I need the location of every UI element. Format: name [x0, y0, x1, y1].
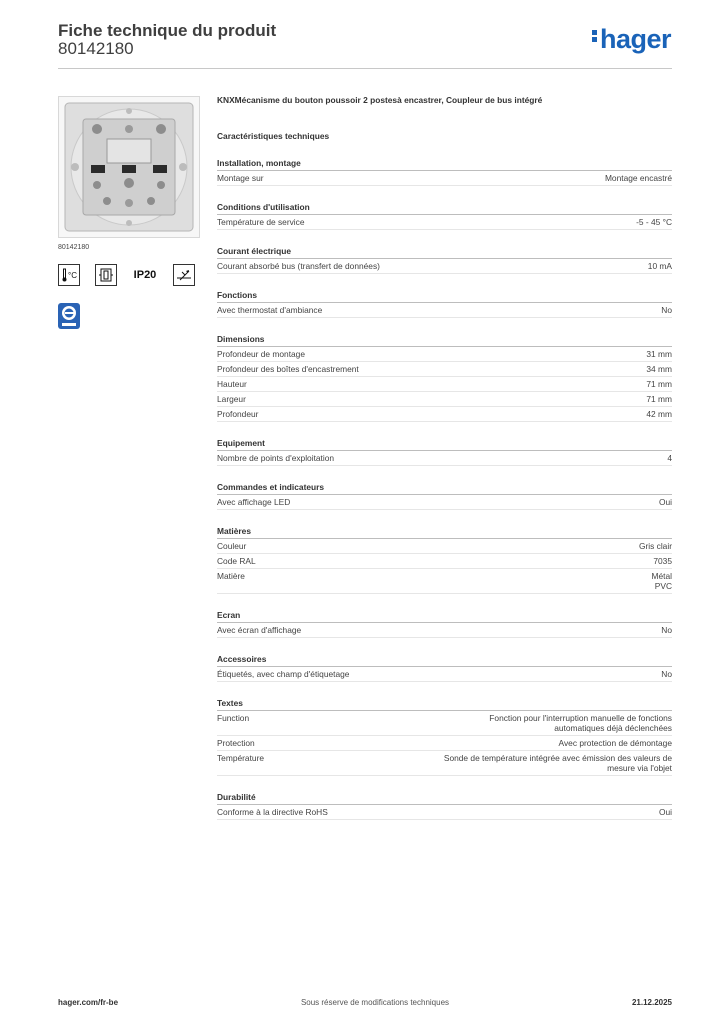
- thermometer-icon: [58, 264, 80, 286]
- product-image: [58, 96, 200, 238]
- spec-value: [661, 669, 672, 679]
- spec-value: [653, 556, 672, 566]
- spec-row: [217, 623, 672, 638]
- spec-section: [217, 334, 672, 422]
- spec-value: [646, 394, 672, 404]
- dimmer-symbol-icon: [173, 264, 195, 286]
- spec-value-line: -5 - 45 °C: [636, 217, 672, 227]
- spec-row: [217, 539, 672, 554]
- page-footer: [58, 998, 672, 1007]
- spec-value-line: Gris clair: [638, 541, 672, 551]
- spec-row: [217, 392, 672, 407]
- spec-value-line: automatiques déjà déclenchées: [554, 723, 672, 733]
- spec-label: Conforme à la directive RoHS: [217, 807, 328, 817]
- spec-value-line: Avec protection de démontage: [558, 738, 672, 748]
- spec-value-line: 10 mA: [647, 261, 672, 271]
- section-title: Matières: [217, 526, 672, 539]
- section-title: Durabilité: [217, 792, 672, 805]
- spec-value: [652, 571, 672, 591]
- spec-row: [217, 495, 672, 510]
- spec-value: [639, 541, 672, 551]
- spec-value: [659, 807, 672, 817]
- spec-section: [217, 438, 672, 466]
- spec-value: [605, 173, 672, 183]
- spec-label: Largeur: [217, 394, 246, 404]
- spec-section: [217, 202, 672, 230]
- spec-value-line: PVC: [654, 581, 672, 591]
- spec-label: Code RAL: [217, 556, 256, 566]
- spec-row: [217, 407, 672, 422]
- spec-value: [648, 261, 672, 271]
- spec-value-line: No: [661, 625, 672, 635]
- spec-value: [661, 305, 672, 315]
- spec-section: [217, 526, 672, 594]
- spec-section: [217, 654, 672, 682]
- spec-row: [217, 667, 672, 682]
- spec-row: [217, 711, 672, 736]
- spec-value: [646, 379, 672, 389]
- spec-value-line: 31 mm: [646, 349, 672, 359]
- footer-date: 21.12.2025: [631, 998, 672, 1007]
- spec-label: Protection: [217, 738, 255, 748]
- spec-row: [217, 362, 672, 377]
- ip-rating-badge: IP20: [132, 264, 158, 286]
- spec-value: [646, 409, 672, 419]
- spec-row: [217, 215, 672, 230]
- spec-label: Hauteur: [217, 379, 247, 389]
- product-number: 80142180: [58, 39, 134, 58]
- logo-dots-icon: [592, 28, 598, 44]
- spec-section: [217, 158, 672, 186]
- spec-value-line: Oui: [658, 807, 672, 817]
- spec-label: Profondeur de montage: [217, 349, 305, 359]
- section-title: Accessoires: [217, 654, 672, 667]
- spec-value: [444, 753, 672, 773]
- spec-value: [646, 349, 672, 359]
- section-title: Conditions d'utilisation: [217, 202, 672, 215]
- spec-row: [217, 259, 672, 274]
- spec-value-line: Sonde de température intégrée avec émission des valeurs de: [443, 753, 672, 763]
- spec-row: [217, 377, 672, 392]
- section-title: Textes: [217, 698, 672, 711]
- spec-label: Profondeur des boîtes d'encastrement: [217, 364, 359, 374]
- section-title: Courant électrique: [217, 246, 672, 259]
- spec-label: Matière: [217, 571, 245, 581]
- product-description: KNXMécanisme du bouton poussoir 2 postesà encastrer, Coupleur de bus intégré: [217, 95, 543, 105]
- spec-value-line: mesure via l'objet: [607, 763, 672, 773]
- spec-value-line: Métal: [651, 571, 672, 581]
- spec-value-line: 34 mm: [646, 364, 672, 374]
- spec-label: Avec affichage LED: [217, 497, 291, 507]
- spec-section: [217, 792, 672, 820]
- spec-section: [217, 290, 672, 318]
- spec-value-line: Montage encastré: [604, 173, 672, 183]
- spec-section: [217, 482, 672, 510]
- spec-row: [217, 303, 672, 318]
- spec-row: [217, 805, 672, 820]
- knx-e-logo-icon: [58, 303, 80, 329]
- spec-value-line: 71 mm: [646, 379, 672, 389]
- section-title: Installation, montage: [217, 158, 672, 171]
- section-title: Ecran: [217, 610, 672, 623]
- spec-value: [667, 453, 672, 463]
- spec-row: [217, 171, 672, 186]
- spec-label: Température: [217, 753, 265, 763]
- spec-label: Courant absorbé bus (transfert de données): [217, 261, 380, 271]
- section-title: Equipement: [217, 438, 672, 451]
- spec-label: Montage sur: [217, 173, 264, 183]
- spec-row: [217, 347, 672, 362]
- specs-heading: Caractéristiques techniques: [217, 131, 330, 141]
- spec-row: [217, 554, 672, 569]
- spec-value-line: 42 mm: [646, 409, 672, 419]
- section-title: Fonctions: [217, 290, 672, 303]
- spec-sections: [217, 158, 672, 820]
- spec-value: [659, 497, 672, 507]
- spec-content: [217, 95, 672, 836]
- spec-section: [217, 610, 672, 638]
- spec-value-line: 71 mm: [646, 394, 672, 404]
- spec-label: Étiquetés, avec champ d'étiquetage: [217, 669, 350, 679]
- spec-row: [217, 736, 672, 751]
- spec-row: [217, 751, 672, 776]
- spec-value-line: 4: [667, 453, 672, 463]
- hager-logo: [592, 24, 671, 55]
- certification-badges: [58, 264, 195, 286]
- spec-row: [217, 569, 672, 594]
- flush-mount-icon: [95, 264, 117, 286]
- push-button-module-icon: [59, 97, 199, 237]
- spec-value: [489, 713, 672, 733]
- spec-value-line: Oui: [658, 497, 672, 507]
- page-title: Fiche technique du produit: [58, 21, 277, 40]
- spec-value-line: No: [661, 305, 672, 315]
- spec-value: [636, 217, 672, 227]
- footer-website: hager.com/fr-be: [58, 998, 119, 1007]
- header-divider: [58, 68, 672, 69]
- section-title: Dimensions: [217, 334, 672, 347]
- spec-label: Avec écran d'affichage: [217, 625, 302, 635]
- spec-row: [217, 451, 672, 466]
- spec-value: [559, 738, 672, 748]
- spec-value: [646, 364, 672, 374]
- spec-value: [661, 625, 672, 635]
- spec-label: Nombre de points d'exploitation: [217, 453, 335, 463]
- spec-value-line: 7035: [653, 556, 672, 566]
- spec-value-line: No: [661, 669, 672, 679]
- spec-label: Avec thermostat d'ambiance: [217, 305, 323, 315]
- logo-text: hager: [600, 24, 672, 54]
- footer-notice: Sous réserve de modifications techniques: [300, 998, 450, 1007]
- spec-section: [217, 698, 672, 776]
- spec-label: Couleur: [217, 541, 247, 551]
- spec-label: Profondeur: [217, 409, 259, 419]
- spec-section: [217, 246, 672, 274]
- image-caption: 80142180: [58, 244, 90, 251]
- spec-label: Température de service: [217, 217, 305, 227]
- section-title: Commandes et indicateurs: [217, 482, 672, 495]
- spec-label: Function: [217, 713, 250, 723]
- temperature-unit: °C: [68, 270, 77, 280]
- spec-value-line: Fonction pour l'interruption manuelle de fonctions: [489, 713, 672, 723]
